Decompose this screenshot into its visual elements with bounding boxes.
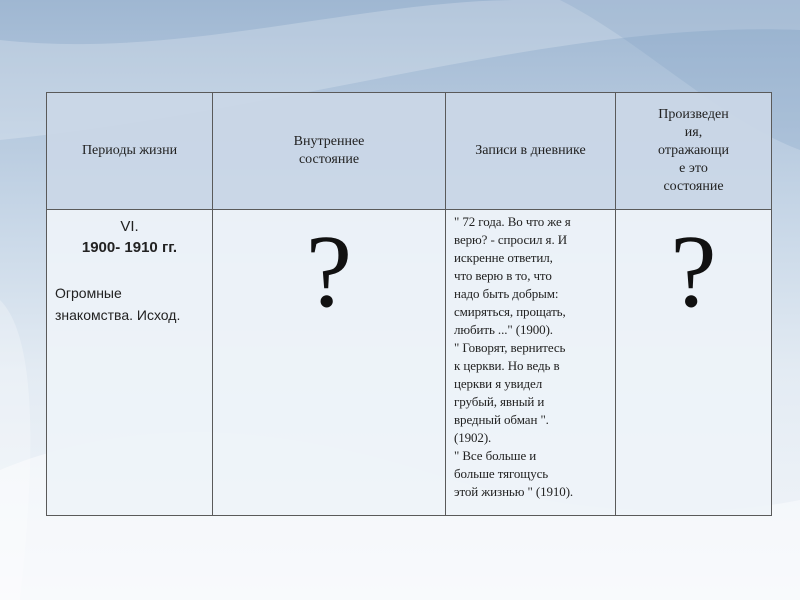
inner-state-cell [213, 210, 446, 516]
header-works: Произведен ия, отражающи е это состояние [616, 93, 772, 210]
table-header-row [47, 93, 772, 210]
inner-state-question-mark: ? [305, 214, 353, 329]
header-inner-state: Внутреннее состояние [213, 93, 446, 210]
diary-entry: " Все больше и больше тягощусь этой жизнью " (1910). [454, 448, 574, 499]
period-cell [47, 210, 213, 516]
period-years: 1900- 1910 гг. [81, 239, 178, 256]
works-question-mark: ? [670, 214, 717, 329]
header-diary-entries: Записи в дневнике [446, 93, 616, 210]
life-periods-table [46, 92, 772, 516]
table-row [47, 210, 772, 516]
period-description: Огромные знакомства. Исход. [55, 285, 181, 323]
diary-entry: " Говорят, вернитесь к церкви. Но ведь в церкви я увидел грубый, явный и вредный обман ". (1902). [454, 340, 566, 445]
diary-entry: " 72 года. Во что же я верю? - спросил я. И искренне ответил, что верю в то, что надо быть добрым: смиряться, прощать, любить ..." (1900). [454, 214, 571, 337]
diary-entries-cell [446, 210, 616, 516]
works-cell [616, 210, 772, 516]
period-number: VI. [120, 218, 139, 235]
header-life-periods: Периоды жизни [47, 93, 213, 210]
